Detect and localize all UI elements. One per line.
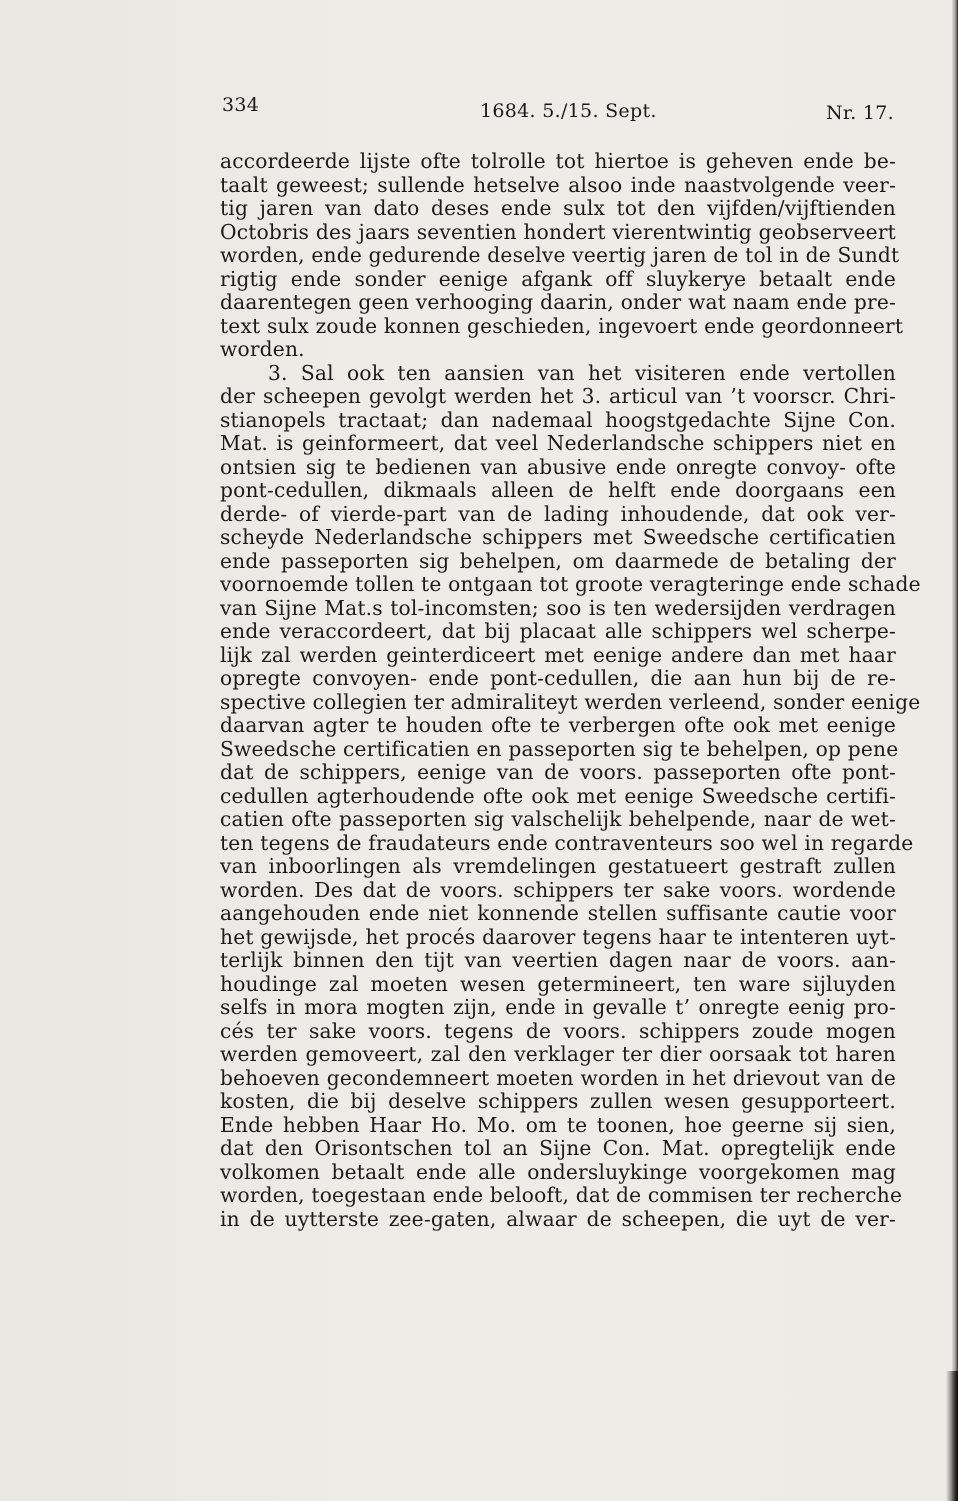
text-line: Ende hebben Haar Ho. Mo. om te toonen, hoe geerne sij sien, — [220, 1112, 896, 1137]
text-line: scheyde Nederlandsche schippers met Sweedsche certificatien — [220, 525, 896, 549]
text-line: aangehouden ende niet konnende stellen suffisante cautie voor — [220, 901, 896, 925]
text-line: Octobris des jaars seventien hondert vierentwintig geobserveert — [220, 219, 896, 244]
text-line: tig jaren van dato deses ende sulx tot den vijfden/vijftienden — [220, 196, 896, 220]
text-line: catien ofte passeporten sig valschelijk behelpende, naar de wet- — [220, 807, 896, 831]
text-line: daarentegen geen verhooging daarin, onder wat naam ende pre- — [220, 290, 896, 314]
text-line: cés ter sake voors. tegens de voors. schippers zoude mogen — [220, 1018, 896, 1043]
text-line: text sulx zoude konnen geschieden, ingevoert ende geordonneert — [220, 313, 904, 338]
text-line: opregte convoyen- ende pont-cedullen, die aan hun bij de re- — [220, 666, 896, 690]
text-line: dat de schippers, eenige van de voors. passeporten ofte pont- — [220, 760, 896, 784]
page-number: 334 — [222, 94, 260, 116]
text-line: accordeerde lijste ofte tolrolle tot hiertoe is geheven ende be- — [220, 149, 896, 173]
document-number: Nr. 17. — [825, 102, 894, 124]
text-line: van Sijne Mat.s tol-incomsten; soo is ten wedersijden verdragen — [220, 595, 896, 620]
text-line: behoeven gecondemneert moeten worden in het drievout van de — [220, 1065, 896, 1090]
text-line: Sweedsche certificatien en passeporten sig te behelpen, op pene — [220, 736, 899, 761]
text-line: worden. — [220, 337, 305, 361]
text-line: selfs in mora mogten zijn, ende in gevalle t’ onregte eenig pro- — [220, 995, 896, 1019]
text-line: spective collegien ter admiraliteyt werden verleend, sonder eenige — [220, 689, 921, 714]
text-line: ende passeporten sig behelpen, om daarmede de betaling der — [220, 548, 896, 573]
text-line: terlijk binnen den tijt van veertien dagen naar de voors. aan- — [220, 948, 896, 972]
text-line: dat den Orisontschen tol an Sijne Con. Mat. opregtelijk ende — [220, 1136, 896, 1160]
text-line: ende veraccordeert, dat bij placaat alle schippers wel scherpe- — [220, 619, 896, 643]
text-line: lijk zal werden geinterdiceert met eenige andere dan met haar — [220, 642, 896, 667]
text-line: het gewijsde, het procés daarover tegens haar te intenteren uyt- — [220, 924, 896, 949]
text-line: pont-cedullen, dikmaals alleen de helft ende doorgaans een — [220, 478, 896, 502]
paragraph-start-line: 3. Sal ook ten aansien van het visiteren ende vertollen — [268, 360, 896, 385]
text-line: rigtig ende sonder eenige afgank off sluykerye betaalt ende — [220, 266, 896, 291]
text-line: cedullen agterhoudende ofte ook met eenige Sweedsche certifi- — [220, 783, 896, 808]
text-line: kosten, die bij deselve schippers zullen wesen gesupporteert. — [220, 1089, 896, 1113]
text-line: Mat. is geinformeert, dat veel Nederlandsche schippers niet en — [220, 431, 896, 455]
text-line: worden. Des dat de voors. schippers ter sake voors. wordende — [220, 877, 896, 902]
text-line: werden gemoveert, zal den verklager ter dier oorsaak tot haren — [220, 1042, 896, 1066]
text-line: worden, toegestaan ende belooft, dat de commisen ter recherche — [220, 1183, 903, 1207]
text-line: worden, ende gedurende deselve veertig jaren de tol in de Sundt — [220, 243, 900, 267]
text-line: der scheepen gevolgt werden het 3. articul van ’t voorscr. Chri- — [220, 384, 896, 408]
page-edge-shadow — [952, 0, 958, 1501]
header-date: 1684. 5./15. Sept. — [480, 100, 657, 122]
text-line: van inboorlingen als vremdelingen gestatueert gestraft zullen — [220, 854, 896, 878]
running-header — [222, 92, 894, 126]
text-line: taalt geweest; sullende hetselve alsoo inde naastvolgende veer- — [220, 172, 896, 197]
page-corner-shadow — [946, 1371, 958, 1501]
text-line: in de uytterste zee-gaten, alwaar de scheepen, die uyt de ver- — [220, 1206, 896, 1231]
text-line: daarvan agter te houden ofte te verbergen ofte ook met eenige — [220, 713, 896, 737]
text-line: voornoemde tollen te ontgaan tot groote veragteringe ende schade — [220, 572, 921, 596]
text-line: ontsien sig te bedienen van abusive ende onregte convoy- ofte — [220, 454, 896, 479]
text-line: stianopels tractaat; dan nademaal hoogstgedachte Sijne Con. — [220, 407, 896, 432]
body-text — [220, 149, 921, 1231]
text-line: derde- of vierde-part van de lading inhoudende, dat ook ver- — [220, 501, 896, 526]
text-line: volkomen betaalt ende alle ondersluykinge voorgekomen mag — [220, 1159, 896, 1184]
text-line: ten tegens de fraudateurs ende contraventeurs soo wel in regarde — [220, 830, 914, 855]
text-line: houdinge zal moeten wesen getermineert, ten ware sijluyden — [220, 971, 896, 996]
